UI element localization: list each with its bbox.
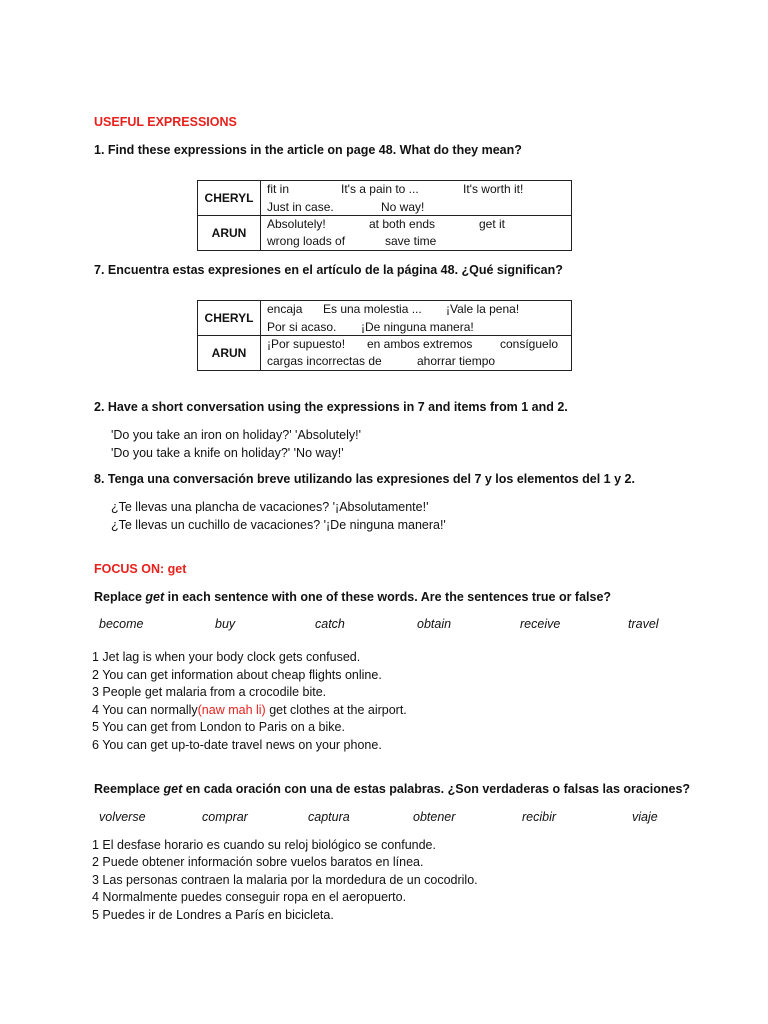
section-heading-focus-on-get: FOCUS ON: get: [94, 562, 187, 576]
expression: ¡Vale la pena!: [446, 302, 520, 316]
expressions-cell: [261, 336, 572, 371]
expression: It's a pain to ...: [341, 182, 419, 196]
expression: wrong loads of: [267, 234, 346, 248]
expression: Absolutely!: [267, 217, 326, 231]
expression: fit in: [267, 182, 290, 196]
question-7: 7. Encuentra estas expresiones en el artículo de la página 48. ¿Qué significan?: [94, 263, 563, 277]
word-bank-item: viaje: [632, 810, 658, 824]
expression: encaja: [267, 302, 303, 316]
speaker-label-arun: ARUN: [198, 216, 261, 251]
sentence-es: 2 Puede obtener información sobre vuelos baratos en línea.: [92, 855, 424, 869]
instruction-text: in each sentence with one of these words. Are the sentences true or false?: [164, 590, 612, 604]
expression: at both ends: [369, 217, 436, 231]
sentence-text: get clothes at the airport.: [265, 703, 407, 717]
expression: Just in case.: [267, 200, 334, 214]
example-line: ¿Te llevas un cuchillo de vacaciones? '¡De ninguna manera!': [111, 518, 446, 532]
table-row: [198, 216, 572, 251]
sentence-en: 3 People get malaria from a crocodile bite.: [92, 685, 327, 699]
sentence-en: 5 You can get from London to Paris on a bike.: [92, 720, 345, 734]
table-row: [198, 301, 572, 336]
expression: cargas incorrectas de: [267, 354, 382, 368]
word-bank-item: become: [99, 617, 144, 631]
instruction-replace-es: [94, 782, 690, 796]
expression: ¡De ninguna manera!: [361, 320, 474, 334]
expression: en ambos extremos: [367, 337, 473, 351]
word-bank-item: travel: [628, 617, 659, 631]
sentence-es: 1 El desfase horario es cuando su reloj biológico se confunde.: [92, 838, 436, 852]
word-bank-item: buy: [215, 617, 236, 631]
instruction-text: Reemplace: [94, 782, 164, 796]
sentence-en: 1 Jet lag is when your body clock gets confused.: [92, 650, 361, 664]
expression: get it: [479, 217, 506, 231]
sentence-es: 3 Las personas contraen la malaria por la mordedura de un cocodrilo.: [92, 873, 478, 887]
expression: ahorrar tiempo: [417, 354, 496, 368]
word-bank-item: obtener: [413, 810, 456, 824]
instruction-keyword: get: [163, 782, 183, 796]
speaker-label-arun: ARUN: [198, 336, 261, 371]
sentence-en: 2 You can get information about cheap flights online.: [92, 668, 382, 682]
speaker-label-cheryl: CHERYL: [198, 301, 261, 336]
pronunciation-note: (naw mah li): [197, 703, 266, 717]
sentence-en: 6 You can get up-to-date travel news on your phone.: [92, 738, 382, 752]
expression: Por si acaso.: [267, 320, 337, 334]
question-1: 1. Find these expressions in the article on page 48. What do they mean?: [94, 143, 522, 157]
expressions-cell: [261, 301, 572, 336]
table-row: [198, 336, 572, 371]
expressions-cell: [261, 216, 572, 251]
table-row: [198, 181, 572, 216]
expression: ¡Por supuesto!: [267, 337, 346, 351]
word-bank-item: captura: [308, 810, 350, 824]
sentence-en: [92, 703, 407, 717]
word-bank-item: catch: [315, 617, 345, 631]
instruction-text: en cada oración con una de estas palabras. ¿Son verdaderas o falsas las oraciones?: [182, 782, 691, 796]
expressions-cell: [261, 181, 572, 216]
word-bank-item: receive: [520, 617, 561, 631]
expression: Es una molestia ...: [323, 302, 422, 316]
word-bank-item: comprar: [202, 810, 248, 824]
example-line: ¿Te llevas una plancha de vacaciones? '¡Absolutamente!': [111, 500, 429, 514]
expression: No way!: [381, 200, 425, 214]
expression: save time: [385, 234, 437, 248]
question-8: 8. Tenga una conversación breve utilizando las expresiones del 7 y los elementos del 1 y 2.: [94, 472, 635, 486]
instruction-text: Replace: [94, 590, 146, 604]
expression: It's worth it!: [463, 182, 524, 196]
sentence-es: 4 Normalmente puedes conseguir ropa en el aeropuerto.: [92, 890, 407, 904]
instruction-keyword: get: [145, 590, 165, 604]
example-line: 'Do you take a knife on holiday?' 'No way!': [111, 446, 344, 460]
expressions-table-es: [197, 300, 572, 371]
word-bank-item: volverse: [99, 810, 146, 824]
sentence-es: 5 Puedes ir de Londres a París en bicicleta.: [92, 908, 334, 922]
word-bank-item: obtain: [417, 617, 452, 631]
instruction-replace-en: [94, 590, 611, 604]
expression: consíguelo: [500, 337, 559, 351]
example-line: 'Do you take an iron on holiday?' 'Absolutely!': [111, 428, 361, 442]
speaker-label-cheryl: CHERYL: [198, 181, 261, 216]
sentence-text: 4 You can normally: [92, 703, 198, 717]
section-heading-useful-expressions: USEFUL EXPRESSIONS: [94, 115, 237, 129]
question-2: 2. Have a short conversation using the expressions in 7 and items from 1 and 2.: [94, 400, 568, 414]
word-bank-item: recibir: [522, 810, 557, 824]
expressions-table-en: [197, 180, 572, 251]
